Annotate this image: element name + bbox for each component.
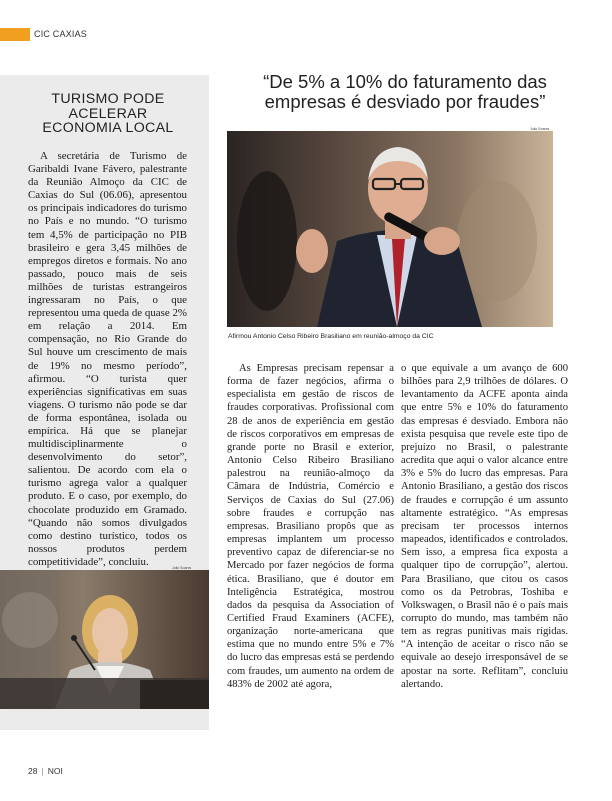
footer-separator: | — [41, 766, 44, 776]
photo-caption: Afirmou Antonio Celso Ribeiro Brasiliano em reunião-almoço da CIC — [228, 333, 434, 340]
magazine-name: NOI — [47, 766, 63, 776]
article-column-1 — [227, 362, 394, 691]
article-paragraph-1: As Empresas precisam repensar a forma de fazer negócios, afirma o especialista em gestão de riscos de fraudes corporativas. Profissional com 28 de anos de experiência em gestão de riscos corporativos em empresas de grande porte no Brasil e exterior, Antonio Celso Ribeiro Brasiliano palestrou na reunião-almoço da Câmara de Indústria, Comércio e Serviços de Caxias do Sul (27.06) sobre fraudes e corrupção nas empresas. Brasiliano propôs que as empresas implantem um processo preventivo capaz de diferenciar-se no Mercado por fazer negócios de forma ética. Brasiliano, que é doutor em Inteligência Estratégica, mostrou dados da pesquisa da Association of Certified Fraud Examiners (ACFE), organização norte-americana que estima que no mundo entre 5% e 7% do lucro das empresas está se perdendo com fraudes, um aumento na ordem de 483% de 2002 até agora, — [227, 363, 394, 690]
page-number: 28 — [28, 766, 38, 776]
sidebar-photo — [0, 570, 209, 709]
article-paragraph-2: o que equivale a um avanço de 600 bilhões para 2,9 trilhões de dólares. O levantamento da ACFE aponta ainda que entre 5% e 10% do faturamento das empresas é desviado. Embora não exista pesquisa que revele este tipo de prejuízo no Brasil, o palestrante acredita que aqui o valor alcance entre 3% e 5% do lucro das empresas. Para Antonio Brasiliano, a gestão dos riscos de fraudes e corrupção é um assunto altamente estratégico. “As empresas precisam ter processos internos mapeados, identificados e controlados. Sem isso, a empresa fica exposta a qualquer tipo de corrupção”, alertou. Para Brasiliano, que citou os casos como os da Petrobras, Toshiba e Volkswagen, o Brasil não é o país mais corrupto do mundo, mas também não tem as regras punitivas mais rígidas. “A intenção de aceitar o risco não se equivale ao desejo irresponsável de se apostar na sorte. Reflitam”, concluiu alertando. — [401, 363, 568, 690]
speaker-man-illustration — [227, 131, 553, 327]
speaker-woman-illustration — [0, 570, 209, 709]
article-column-2 — [401, 362, 568, 691]
main-photo — [227, 131, 553, 327]
sidebar-photo-credit: Julio Soares — [172, 566, 192, 570]
section-color-bar — [0, 28, 30, 41]
section-label: CIC CAXIAS — [34, 29, 88, 39]
sidebar-paragraph: A secretária de Turismo de Garibaldi Ivane Fávero, palestrante da Reunião Almoço da CIC de Caxias do Sul (06.06), apresentou os principais indicadores do turismo no País e no mundo. “O turismo tem 4,5% de participação no PIB brasileiro e gera 3,45 milhões de empregos diretos e formais. No ano passado, pouco mais de seis milhões de turistas estrangeiros ingressaram no País, o que representou uma queda de quase 2% em relação a 2014. Em compensação, no Rio Grande do Sul houve um crescimento de mais de 19% no mesmo período”, afirmou. “O turista quer experiências significativas em suas viagens. O turismo não pode se dar de forma espontânea, isolada ou empírica. Há que se planejar multidisciplinarmente o desenvolvimento do setor”, salientou. De acordo com ela o turismo agrega valor a qualquer produto. E o caso, por exemplo, do chocolate produzido em Gramado. “Quando não somos divulgados como destino turístico, todos os nossos produtos perdem competitividade”, concluiu. — [28, 150, 187, 568]
pull-quote: “De 5% a 10% do faturamento das empresas é desviado por fraudes” — [263, 71, 547, 112]
sidebar-body — [28, 150, 187, 569]
main-photo-credit: Julio Soares — [530, 127, 550, 131]
sidebar-title: TURISMO PODE ACELERAR ECONOMIA LOCAL — [42, 91, 174, 136]
page-footer — [28, 766, 63, 776]
